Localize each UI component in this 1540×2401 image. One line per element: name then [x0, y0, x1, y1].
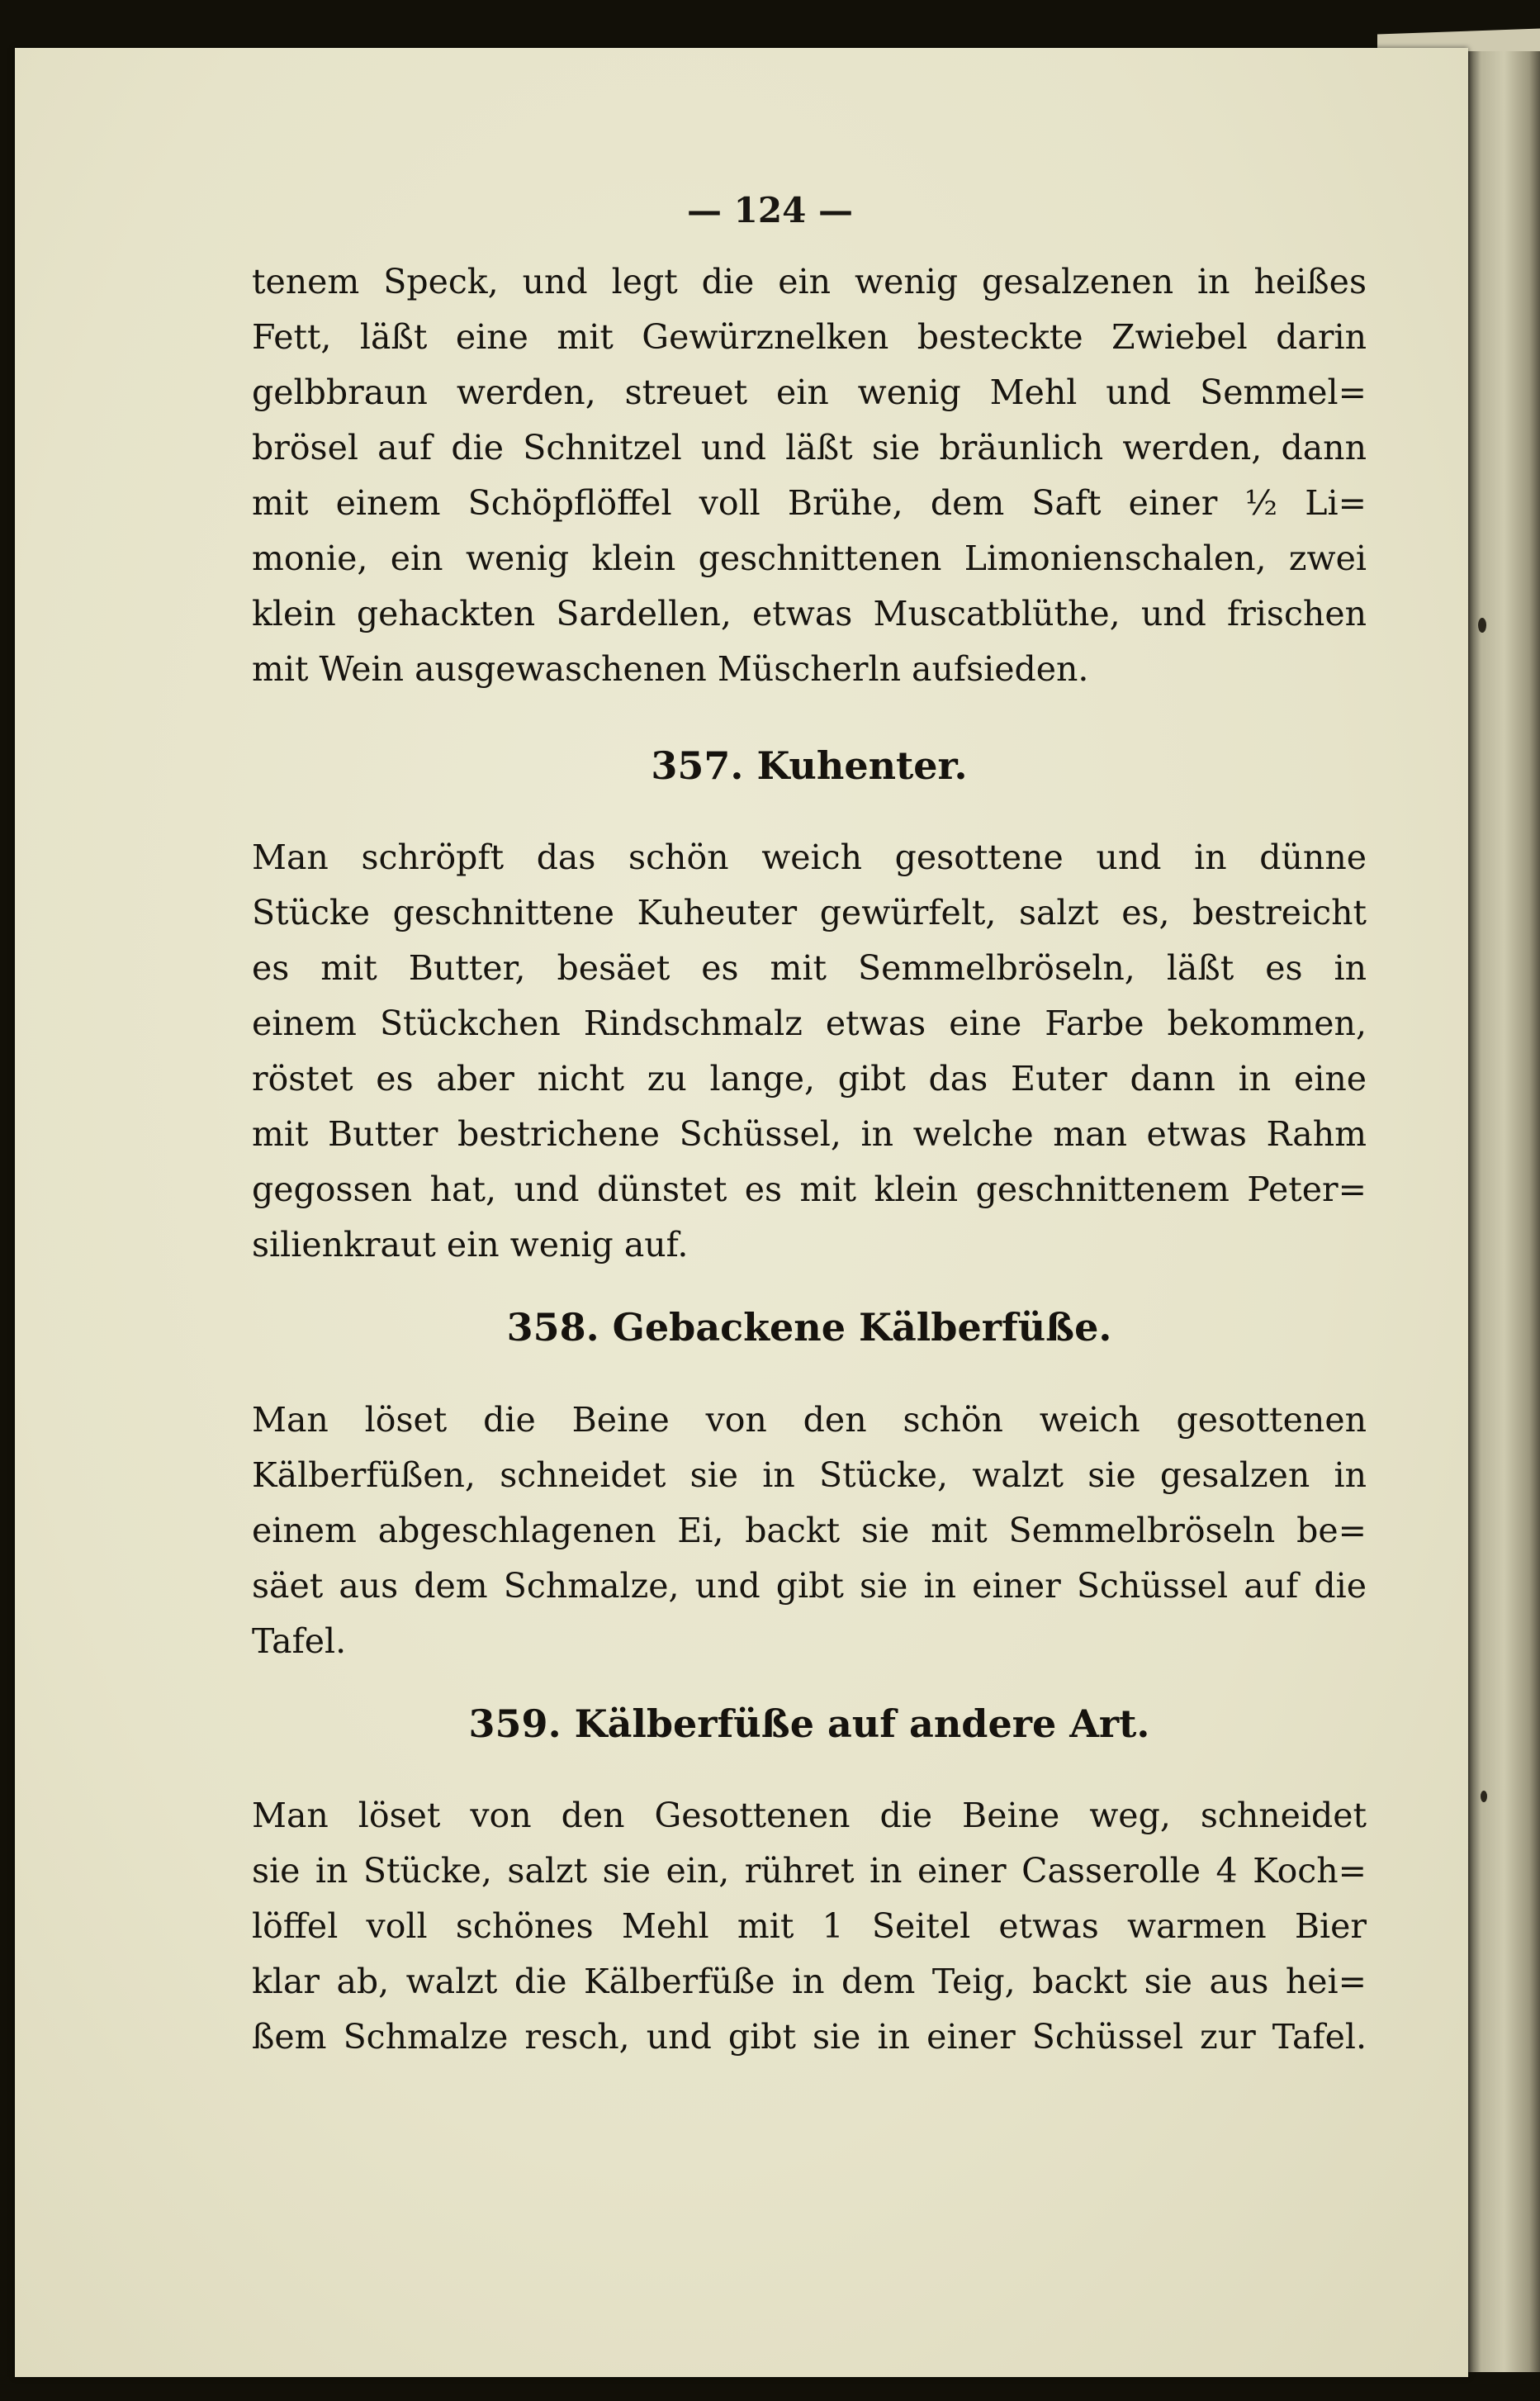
text-line: brösel auf die Schnitzel und läßt sie bräunlich werden, dann: [252, 428, 1367, 467]
paper-speck: [1481, 1791, 1487, 1802]
text-line: röstet es aber nicht zu lange, gibt das Euter dann in eine: [252, 1059, 1367, 1098]
text-line: silienkraut ein wenig auf.: [252, 1225, 689, 1265]
text-line: löffel voll schönes Mehl mit 1 Seitel etwas warmen Bier: [252, 1906, 1367, 1946]
recipe-heading-359: 359. Kälberfüße auf andere Art.: [468, 1701, 1150, 1746]
text-line: Stücke geschnittene Kuheuter gewürfelt, salzt es, bestreicht: [252, 893, 1367, 932]
text-line: Man löset die Beine von den schön weich gesottenen: [252, 1400, 1367, 1440]
text-line: es mit Butter, besäet es mit Semmelbröseln, läßt es in: [252, 948, 1367, 988]
text-line: monie, ein wenig klein geschnittenen Limonienschalen, zwei: [252, 539, 1367, 578]
text-line: einem Stückchen Rindschmalz etwas eine Farbe bekommen,: [252, 1004, 1367, 1043]
text-line: klein gehackten Sardellen, etwas Muscatblüthe, und frischen: [252, 594, 1367, 633]
text-line: Fett, läßt eine mit Gewürznelken besteckte Zwiebel darin: [252, 317, 1367, 357]
recipe-body-359: [252, 1788, 1367, 2065]
text-line: ßem Schmalze resch, und gibt sie in einer Schüssel zur Tafel.: [252, 2017, 1367, 2057]
text-line: einem abgeschlagenen Ei, backt sie mit Semmelbröseln be=: [252, 1511, 1367, 1550]
text-line: säet aus dem Schmalze, und gibt sie in einer Schüssel auf die: [252, 1566, 1367, 1606]
text-line: mit Butter bestrichene Schüssel, in welche man etwas Rahm: [252, 1114, 1367, 1154]
text-line: mit einem Schöpflöffel voll Brühe, dem Saft einer ½ Li=: [252, 483, 1367, 523]
recipe-heading-358: 358. Gebackene Kälberfüße.: [506, 1305, 1112, 1350]
text-line: tenem Speck, und legt die ein wenig gesalzenen in heißes: [252, 262, 1367, 301]
recipe-heading-357: 357. Kuhenter.: [651, 743, 968, 788]
text-line: Man schröpft das schön weich gesottene und in dünne: [252, 838, 1367, 877]
recipe-body-357: [252, 830, 1367, 1273]
recipe-body-358: [252, 1393, 1367, 1669]
book-spine-edge: [1468, 51, 1540, 2372]
intro-paragraph: [252, 254, 1367, 697]
text-line: klar ab, walzt die Kälberfüße in dem Teig, backt sie aus hei=: [252, 1962, 1367, 2001]
text-line: mit Wein ausgewaschenen Müscherln aufsieden.: [252, 649, 1089, 689]
text-line: Man löset von den Gesottenen die Beine weg, schneidet: [252, 1796, 1367, 1835]
text-line: sie in Stücke, salzt sie ein, rühret in einer Casserolle 4 Koch=: [252, 1851, 1367, 1891]
text-line: gelbbraun werden, streuet ein wenig Mehl und Semmel=: [252, 372, 1367, 412]
page-number: — 124 —: [687, 190, 853, 230]
text-line: Kälberfüßen, schneidet sie in Stücke, walzt sie gesalzen in: [252, 1455, 1367, 1495]
text-line: gegossen hat, und dünstet es mit klein geschnittenem Peter=: [252, 1170, 1367, 1209]
paper-speck: [1478, 618, 1486, 633]
text-line: Tafel.: [252, 1621, 347, 1661]
